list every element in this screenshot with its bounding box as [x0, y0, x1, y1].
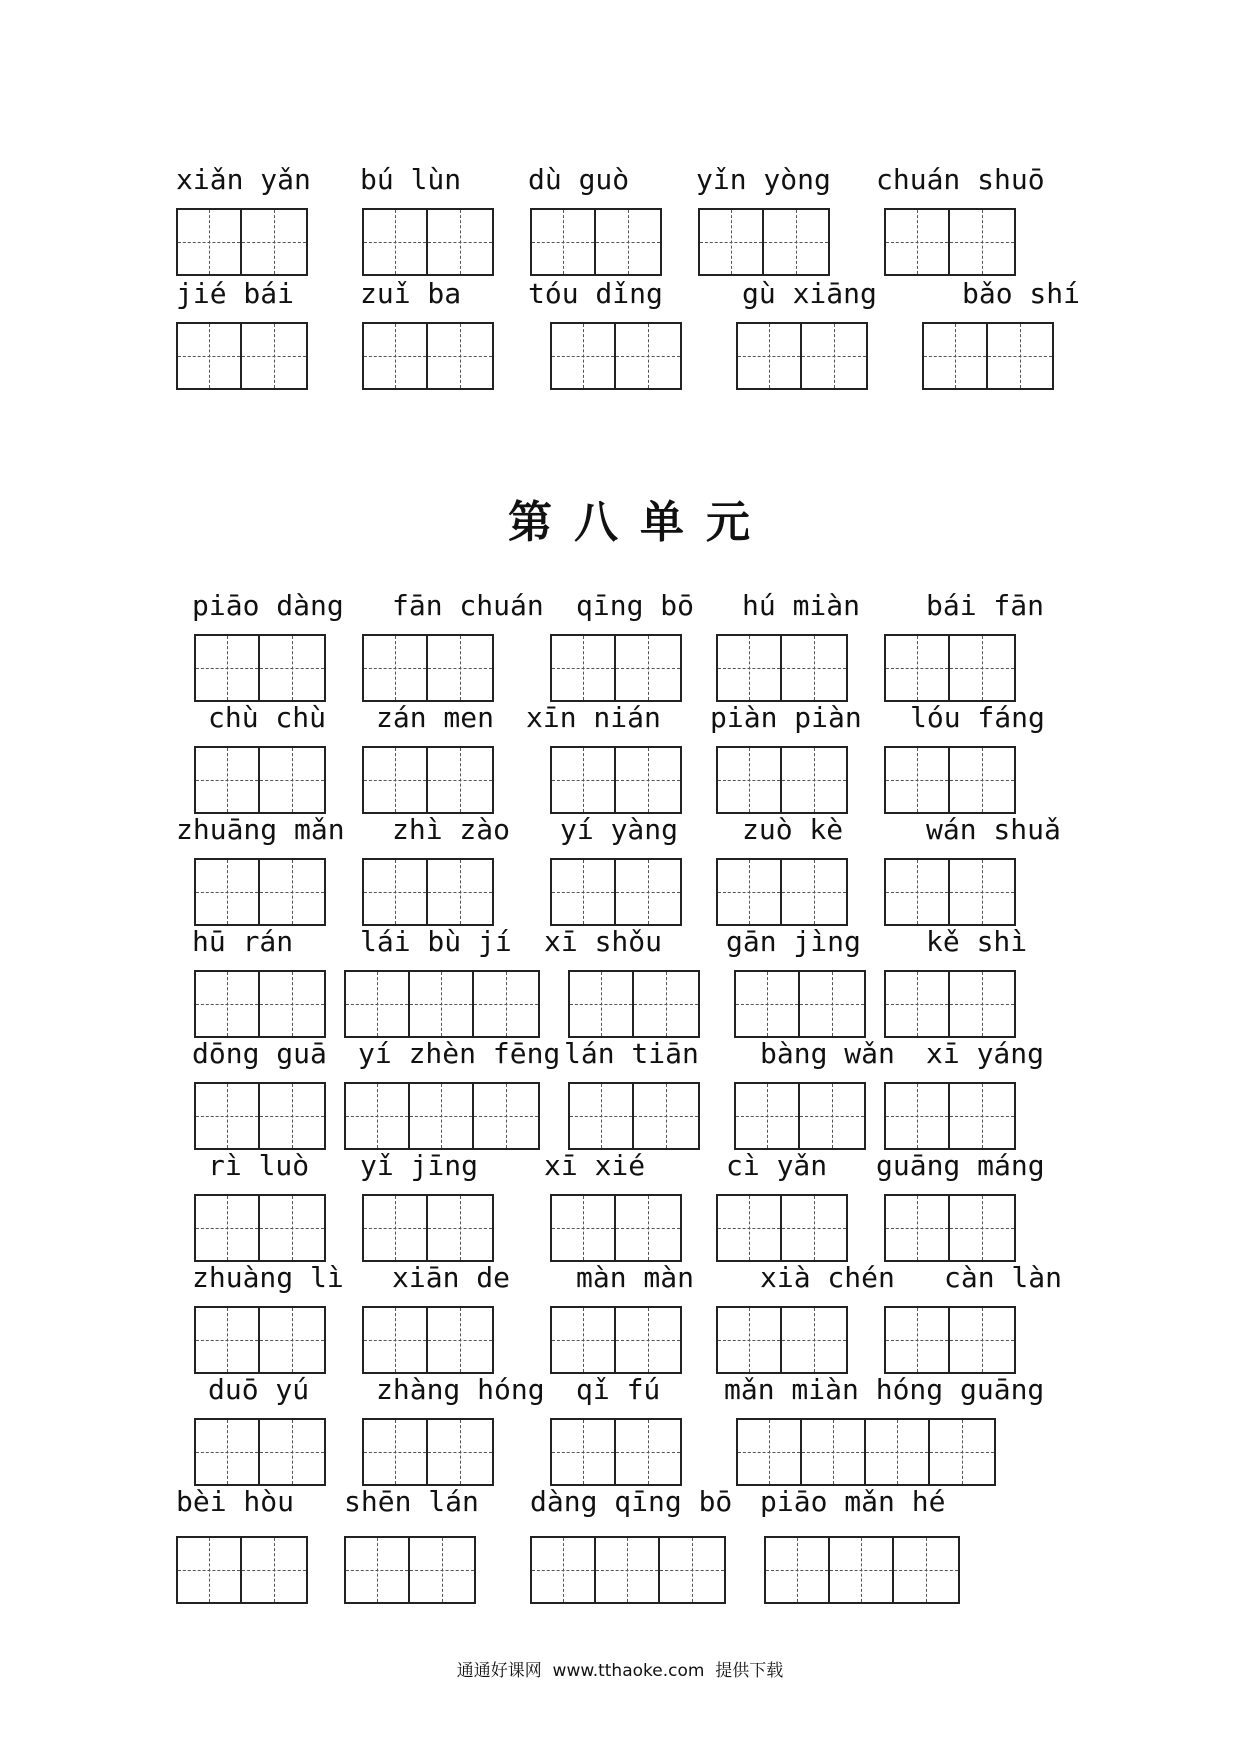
tianzige-grid[interactable] [550, 1306, 682, 1374]
tianzige-grid[interactable] [716, 634, 848, 702]
tianzige-grid[interactable] [362, 1194, 494, 1262]
tianzige-grid[interactable] [194, 858, 326, 926]
tianzige-grid[interactable] [550, 1418, 682, 1486]
writing-cell[interactable] [930, 1420, 994, 1484]
tianzige-grid[interactable] [884, 746, 1016, 814]
tianzige-grid[interactable] [884, 208, 1016, 276]
writing-cell[interactable] [196, 1308, 260, 1372]
tianzige-grid[interactable] [176, 322, 308, 390]
pinyin-label: zuǐ ba [360, 277, 462, 310]
tianzige-grid[interactable] [568, 1082, 700, 1150]
tianzige-grid[interactable] [194, 634, 326, 702]
footer-credit: 通通好课网 www.tthaoke.com 提供下载 [456, 1661, 784, 1681]
pinyin-label: hú miàn [742, 589, 861, 622]
writing-cell[interactable] [474, 1084, 538, 1148]
pinyin-label: mǎn miàn hóng guāng [724, 1373, 1045, 1406]
tianzige-grid[interactable] [194, 970, 326, 1038]
writing-cell[interactable] [364, 860, 428, 924]
pinyin-label: guāng máng [876, 1149, 1045, 1182]
writing-cell[interactable] [410, 1084, 474, 1148]
writing-cell[interactable] [634, 972, 698, 1036]
tianzige-grid[interactable] [550, 322, 682, 390]
pinyin-label: yǐn yòng [696, 163, 831, 196]
pinyin-label: kě shì [926, 925, 1028, 958]
tianzige-grid[interactable] [884, 1306, 1016, 1374]
writing-cell[interactable] [260, 1196, 324, 1260]
pinyin-label: dōng guā [192, 1037, 327, 1070]
writing-cell[interactable] [410, 972, 474, 1036]
pinyin-label: xiān de [392, 1261, 511, 1294]
tianzige-grid[interactable] [194, 1418, 326, 1486]
tianzige-grid[interactable] [736, 322, 868, 390]
writing-cell[interactable] [700, 210, 764, 274]
writing-cell[interactable] [830, 1538, 894, 1602]
tianzige-grid[interactable] [884, 634, 1016, 702]
writing-cell[interactable] [950, 1308, 1014, 1372]
tianzige-grid[interactable] [344, 1536, 476, 1604]
writing-cell[interactable] [802, 324, 866, 388]
writing-cell[interactable] [570, 972, 634, 1036]
tianzige-grid[interactable] [362, 858, 494, 926]
tianzige-grid[interactable] [884, 1194, 1016, 1262]
tianzige-grid[interactable] [736, 1418, 996, 1486]
writing-cell[interactable] [782, 748, 846, 812]
pinyin-label: shēn lán [344, 1485, 479, 1518]
pinyin-label: bàng wǎn [760, 1037, 895, 1070]
pinyin-label: piāo dàng [192, 589, 344, 622]
writing-cell[interactable] [260, 748, 324, 812]
writing-cell[interactable] [196, 1196, 260, 1260]
pinyin-label: yí yàng [560, 813, 679, 846]
writing-cell[interactable] [886, 860, 950, 924]
tianzige-grid[interactable] [884, 1082, 1016, 1150]
pinyin-label: gān jìng [726, 925, 861, 958]
writing-cell[interactable] [552, 860, 616, 924]
writing-cell[interactable] [428, 860, 492, 924]
unit-title: 第八单元 [508, 497, 772, 548]
tianzige-grid[interactable] [530, 1536, 726, 1604]
pinyin-label: lái bù jí [360, 925, 512, 958]
writing-cell[interactable] [894, 1538, 958, 1602]
writing-cell[interactable] [924, 324, 988, 388]
writing-cell[interactable] [260, 636, 324, 700]
writing-cell[interactable] [364, 1196, 428, 1260]
writing-cell[interactable] [950, 1084, 1014, 1148]
pinyin-label: bǎo shí [962, 277, 1081, 310]
writing-cell[interactable] [660, 1538, 724, 1602]
writing-cell[interactable] [596, 1538, 660, 1602]
pinyin-label: fān chuán [392, 589, 544, 622]
writing-cell[interactable] [552, 636, 616, 700]
pinyin-label: zhuāng mǎn [176, 813, 345, 846]
tianzige-grid[interactable] [734, 1082, 866, 1150]
writing-cell[interactable] [886, 636, 950, 700]
writing-cell[interactable] [800, 1084, 864, 1148]
writing-cell[interactable] [634, 1084, 698, 1148]
writing-cell[interactable] [718, 1308, 782, 1372]
tianzige-grid[interactable] [716, 1194, 848, 1262]
writing-cell[interactable] [886, 210, 950, 274]
writing-cell[interactable] [782, 1308, 846, 1372]
writing-cell[interactable] [532, 1538, 596, 1602]
writing-cell[interactable] [364, 748, 428, 812]
writing-cell[interactable] [474, 972, 538, 1036]
tianzige-grid[interactable] [550, 858, 682, 926]
writing-cell[interactable] [196, 748, 260, 812]
writing-cell[interactable] [428, 748, 492, 812]
tianzige-grid[interactable] [530, 208, 662, 276]
pinyin-label: dàng qīng bō [530, 1485, 733, 1518]
tianzige-grid[interactable] [734, 970, 866, 1038]
pinyin-label: chù chù [208, 701, 327, 734]
writing-cell[interactable] [346, 1538, 410, 1602]
pinyin-label: xī yáng [926, 1037, 1045, 1070]
writing-cell[interactable] [552, 1196, 616, 1260]
tianzige-grid[interactable] [698, 208, 830, 276]
writing-cell[interactable] [428, 1420, 492, 1484]
pinyin-label: zhuàng lì [192, 1261, 344, 1294]
writing-cell[interactable] [364, 1308, 428, 1372]
tianzige-grid[interactable] [362, 322, 494, 390]
tianzige-grid[interactable] [194, 746, 326, 814]
tianzige-grid[interactable] [550, 634, 682, 702]
pinyin-label: bú lùn [360, 163, 462, 196]
writing-cell[interactable] [738, 324, 802, 388]
tianzige-grid[interactable] [568, 970, 700, 1038]
writing-cell[interactable] [886, 1196, 950, 1260]
writing-cell[interactable] [800, 972, 864, 1036]
writing-cell[interactable] [866, 1420, 930, 1484]
pinyin-label: chuán shuō [876, 163, 1045, 196]
writing-cell[interactable] [616, 1196, 680, 1260]
tianzige-grid[interactable] [550, 1194, 682, 1262]
writing-cell[interactable] [766, 1538, 830, 1602]
tianzige-grid[interactable] [764, 1536, 960, 1604]
pinyin-label: màn màn [576, 1261, 695, 1294]
writing-cell[interactable] [364, 210, 428, 274]
writing-cell[interactable] [782, 1196, 846, 1260]
writing-cell[interactable] [364, 324, 428, 388]
writing-cell[interactable] [346, 1084, 410, 1148]
pinyin-label: hū rán [192, 925, 294, 958]
pinyin-label: tóu dǐng [528, 277, 663, 310]
pinyin-label: dù guò [528, 163, 630, 196]
pinyin-label: yǐ jīng [360, 1149, 479, 1182]
pinyin-label: piāo mǎn hé [760, 1485, 946, 1518]
pinyin-label: xiǎn yǎn [176, 163, 311, 196]
writing-cell[interactable] [802, 1420, 866, 1484]
writing-cell[interactable] [178, 324, 242, 388]
pinyin-label: cì yǎn [726, 1149, 828, 1182]
tianzige-grid[interactable] [884, 858, 1016, 926]
writing-cell[interactable] [616, 1420, 680, 1484]
writing-cell[interactable] [782, 636, 846, 700]
writing-cell[interactable] [260, 1084, 324, 1148]
writing-cell[interactable] [886, 1308, 950, 1372]
tianzige-grid[interactable] [884, 970, 1016, 1038]
writing-cell[interactable] [428, 1196, 492, 1260]
writing-cell[interactable] [552, 1308, 616, 1372]
tianzige-grid[interactable] [344, 1082, 540, 1150]
writing-cell[interactable] [364, 1420, 428, 1484]
writing-cell[interactable] [260, 972, 324, 1036]
writing-cell[interactable] [364, 636, 428, 700]
writing-cell[interactable] [596, 210, 660, 274]
writing-cell[interactable] [178, 210, 242, 274]
tianzige-grid[interactable] [362, 1306, 494, 1374]
writing-cell[interactable] [616, 636, 680, 700]
pinyin-label: càn làn [944, 1261, 1063, 1294]
tianzige-grid[interactable] [176, 208, 308, 276]
writing-cell[interactable] [718, 748, 782, 812]
writing-cell[interactable] [196, 1084, 260, 1148]
writing-cell[interactable] [738, 1420, 802, 1484]
tianzige-grid[interactable] [716, 746, 848, 814]
writing-cell[interactable] [886, 1084, 950, 1148]
writing-cell[interactable] [196, 636, 260, 700]
pinyin-label: gù xiāng [742, 277, 877, 310]
pinyin-label: zhàng hóng [376, 1373, 545, 1406]
writing-cell[interactable] [950, 636, 1014, 700]
writing-cell[interactable] [988, 324, 1052, 388]
pinyin-label: duō yú [208, 1373, 310, 1406]
writing-cell[interactable] [616, 1308, 680, 1372]
writing-cell[interactable] [736, 972, 800, 1036]
pinyin-label: wán shuǎ [926, 813, 1061, 846]
pinyin-label: lóu fáng [910, 701, 1045, 734]
writing-cell[interactable] [570, 1084, 634, 1148]
writing-cell[interactable] [616, 748, 680, 812]
writing-cell[interactable] [196, 972, 260, 1036]
pinyin-label: xià chén [760, 1261, 895, 1294]
writing-cell[interactable] [782, 860, 846, 924]
tianzige-grid[interactable] [362, 746, 494, 814]
writing-cell[interactable] [552, 1420, 616, 1484]
writing-cell[interactable] [428, 210, 492, 274]
writing-cell[interactable] [428, 324, 492, 388]
tianzige-grid[interactable] [344, 970, 540, 1038]
writing-cell[interactable] [260, 1308, 324, 1372]
writing-cell[interactable] [260, 1420, 324, 1484]
tianzige-grid[interactable] [922, 322, 1054, 390]
pinyin-label: zán men [376, 701, 495, 734]
writing-cell[interactable] [950, 860, 1014, 924]
tianzige-grid[interactable] [362, 634, 494, 702]
writing-cell[interactable] [178, 1538, 242, 1602]
pinyin-label: lán tiān [564, 1037, 699, 1070]
writing-cell[interactable] [950, 748, 1014, 812]
writing-cell[interactable] [616, 860, 680, 924]
tianzige-grid[interactable] [194, 1194, 326, 1262]
writing-cell[interactable] [196, 1420, 260, 1484]
writing-cell[interactable] [718, 860, 782, 924]
writing-cell[interactable] [242, 1538, 306, 1602]
writing-cell[interactable] [718, 1196, 782, 1260]
writing-cell[interactable] [552, 748, 616, 812]
pinyin-label: bèi hòu [176, 1485, 295, 1518]
pinyin-label: jié bái [176, 277, 295, 310]
writing-cell[interactable] [616, 324, 680, 388]
tianzige-grid[interactable] [194, 1082, 326, 1150]
writing-cell[interactable] [260, 860, 324, 924]
pinyin-label: zuò kè [742, 813, 844, 846]
writing-cell[interactable] [950, 210, 1014, 274]
pinyin-label: xīn nián [526, 701, 661, 734]
pinyin-label: yí zhèn fēng [358, 1037, 561, 1070]
pinyin-label: piàn piàn [710, 701, 862, 734]
writing-cell[interactable] [242, 324, 306, 388]
tianzige-grid[interactable] [716, 1306, 848, 1374]
tianzige-grid[interactable] [176, 1536, 308, 1604]
tianzige-grid[interactable] [550, 746, 682, 814]
tianzige-grid[interactable] [194, 1306, 326, 1374]
writing-cell[interactable] [950, 1196, 1014, 1260]
writing-cell[interactable] [410, 1538, 474, 1602]
writing-cell[interactable] [718, 636, 782, 700]
writing-cell[interactable] [346, 972, 410, 1036]
tianzige-grid[interactable] [362, 1418, 494, 1486]
pinyin-label: zhì zào [392, 813, 511, 846]
pinyin-label: rì luò [208, 1149, 310, 1182]
writing-cell[interactable] [242, 210, 306, 274]
writing-cell[interactable] [552, 324, 616, 388]
writing-cell[interactable] [950, 972, 1014, 1036]
writing-cell[interactable] [764, 210, 828, 274]
pinyin-label: xī shǒu [544, 925, 663, 958]
writing-cell[interactable] [532, 210, 596, 274]
pinyin-label: qīng bō [576, 589, 695, 622]
pinyin-label: bái fān [926, 589, 1045, 622]
writing-cell[interactable] [736, 1084, 800, 1148]
writing-cell[interactable] [196, 860, 260, 924]
writing-cell[interactable] [886, 748, 950, 812]
writing-cell[interactable] [428, 636, 492, 700]
writing-cell[interactable] [428, 1308, 492, 1372]
tianzige-grid[interactable] [362, 208, 494, 276]
pinyin-label: xī xié [544, 1149, 646, 1182]
tianzige-grid[interactable] [716, 858, 848, 926]
writing-cell[interactable] [886, 972, 950, 1036]
pinyin-label: qǐ fú [576, 1373, 661, 1406]
